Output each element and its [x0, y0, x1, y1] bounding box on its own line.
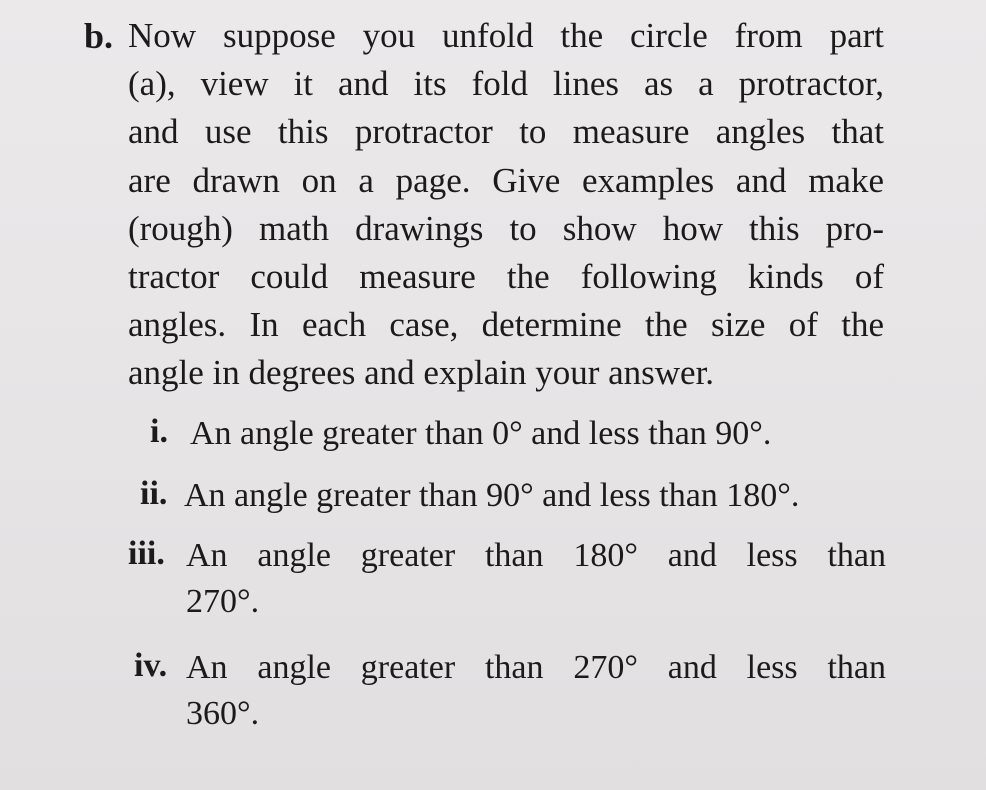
paragraph-line: Now suppose you unfold the circle from part — [128, 16, 884, 55]
item-label: iv. — [134, 647, 168, 684]
item-label: iii. — [128, 535, 165, 572]
paragraph-line: (a), view it and its fold lines as a protractor, — [128, 64, 884, 104]
item-text: An angle greater than 90° and less than 180°. — [184, 477, 800, 514]
item-text: An angle greater than 180° and less than — [186, 537, 886, 574]
paragraph-line: angle in degrees and explain your answer. — [128, 353, 715, 393]
paragraph-line: and use this protractor to measure angles that — [128, 112, 884, 152]
part-label: b. — [84, 16, 114, 56]
paragraph-line: angles. In each case, determine the size of the — [128, 305, 884, 345]
paragraph-line: (rough) math drawings to show how this pro- — [128, 208, 884, 248]
item-text: An angle greater than 270° and less than — [186, 649, 886, 686]
item-label: i. — [150, 413, 168, 450]
item-text: An angle greater than 0° and less than 90°. — [190, 415, 772, 452]
item-text-continuation: 360°. — [186, 695, 260, 732]
item-text-continuation: 270°. — [186, 583, 260, 620]
paragraph-line: tractor could measure the following kinds of — [128, 257, 884, 297]
item-label: ii. — [140, 475, 168, 512]
paragraph-line: are drawn on a page. Give examples and make — [128, 160, 884, 200]
problem-paragraph — [128, 12, 884, 398]
